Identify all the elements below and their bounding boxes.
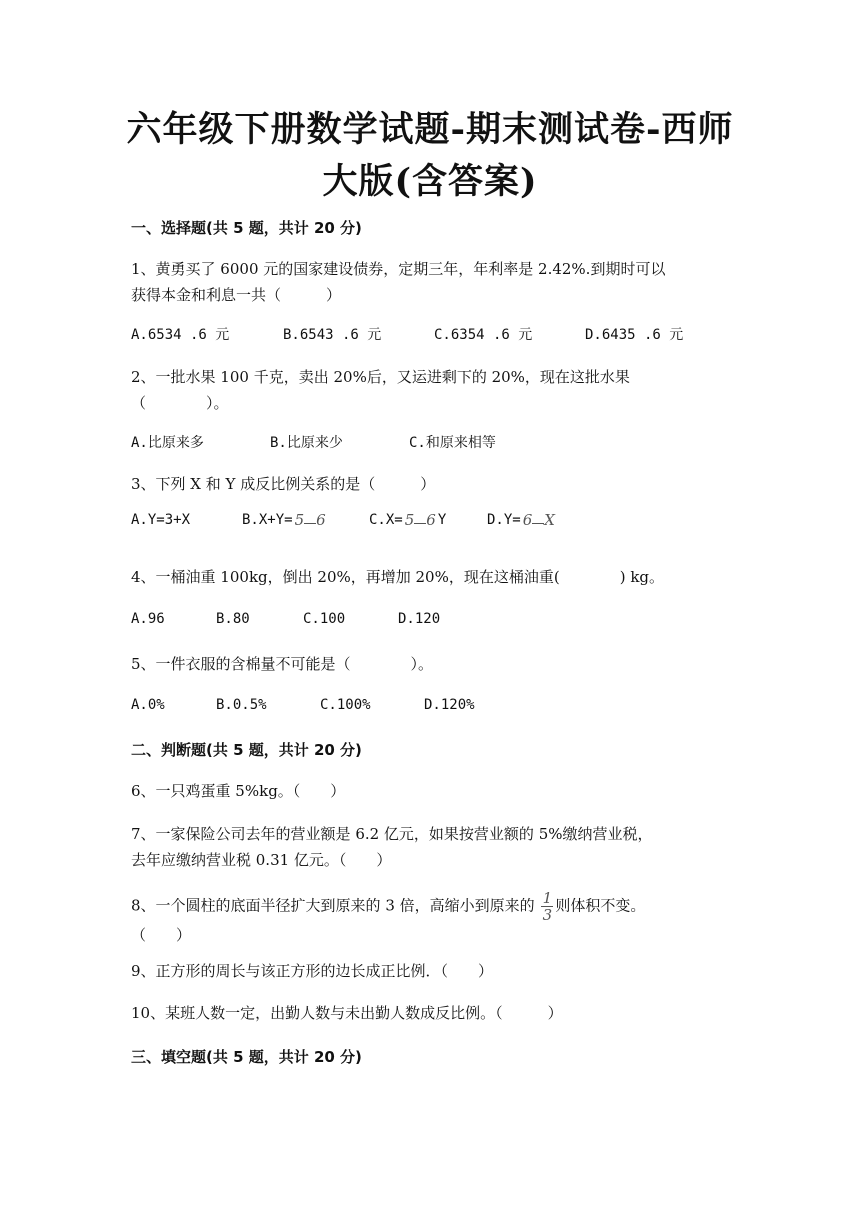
option-b: B.X+Y= 5 6: [242, 511, 326, 529]
question-8-line-2: （ ）: [131, 926, 192, 944]
question-8: [131, 891, 731, 948]
question-1: [131, 256, 731, 308]
question-5: 5、一件衣服的含棉量不可能是（ ）。: [131, 655, 434, 673]
option-d: D.Y= 6 X: [487, 511, 555, 529]
option-d: D.6435 .6 元: [585, 327, 684, 343]
option-c: C.和原来相等: [409, 435, 496, 451]
option-b: B.80: [216, 611, 250, 627]
section-heading-judgment: 二、判断题(共 5 题，共计 20 分): [131, 741, 362, 759]
option-c: C.X= 5 6 Y: [369, 511, 447, 529]
option-a: A.比原来多: [131, 435, 204, 451]
option-a: A.Y=3+X: [131, 512, 191, 528]
question-10: 10、某班人数一定，出勤人数与未出勤人数成反比例。（ ）: [131, 1004, 563, 1022]
option-b: B.比原来少: [270, 435, 343, 451]
option-b: B.6543 .6 元: [283, 327, 382, 343]
option-c: C.100: [303, 611, 346, 627]
question-1-line-2: 获得本金和利息一共（ ）: [131, 286, 342, 304]
question-1-line-1: 1、黄勇买了 6000 元的国家建设债券，定期三年，年利率是 2.42%.到期时可以: [131, 260, 666, 278]
fraction-5-6: 5 6: [294, 511, 326, 529]
question-1-options: [131, 324, 683, 344]
question-3-options: [131, 512, 557, 528]
document-title: [0, 104, 860, 208]
option-a: A.96: [131, 611, 165, 627]
option-d: D.120%: [424, 697, 475, 713]
option-c: C.6354 .6 元: [434, 327, 533, 343]
question-4-options: [131, 611, 440, 627]
fraction-6-x: 6 X: [522, 511, 555, 529]
option-d: D.120: [398, 611, 441, 627]
question-2: [131, 364, 731, 416]
fraction-1-3: $\frac{1}{3}$: [542, 889, 553, 924]
question-5-options: [131, 697, 475, 713]
option-a: A.0%: [131, 697, 165, 713]
question-2-options: [131, 432, 496, 452]
fraction-5-6: 5 6: [404, 511, 436, 529]
section-heading-fill-in: 三、填空题(共 5 题，共计 20 分): [131, 1048, 362, 1066]
title-line-1: 六年级下册数学试题-期末测试卷-西师: [126, 109, 734, 150]
question-2-line-2: （ ）。: [131, 394, 229, 412]
option-a: A.6534 .6 元: [131, 327, 230, 343]
question-4: 4、一桶油重 100kg，倒出 20%，再增加 20%，现在这桶油重( ) kg。: [131, 568, 665, 586]
question-2-line-1: 2、一批水果 100 千克，卖出 20%后，又运进剩下的 20%，现在这批水果: [131, 368, 630, 386]
question-9: 9、正方形的周长与该正方形的边长成正比例．（ ）: [131, 962, 494, 980]
question-6: 6、一只鸡蛋重 5%kg。（ ）: [131, 782, 346, 800]
title-line-2: 大版(含答案): [322, 161, 538, 202]
option-b: B.0.5%: [216, 697, 267, 713]
question-7-line-2: 去年应缴纳营业税 0.31 亿元。（ ）: [131, 851, 392, 869]
question-7: [131, 821, 731, 873]
option-c: C.100%: [320, 697, 371, 713]
question-3: 3、下列 X 和 Y 成反比例关系的是（ ）: [131, 475, 436, 493]
question-8-line-1: 8、一个圆柱的底面半径扩大到原来的 3 倍，高缩小到原来的 $\frac{1}{3}$ 则体积不变。: [131, 889, 646, 924]
section-heading-choice: 一、选择题(共 5 题，共计 20 分): [131, 219, 362, 237]
question-7-line-1: 7、一家保险公司去年的营业额是 6.2 亿元，如果按营业额的 5%缴纳营业税，: [131, 825, 653, 843]
